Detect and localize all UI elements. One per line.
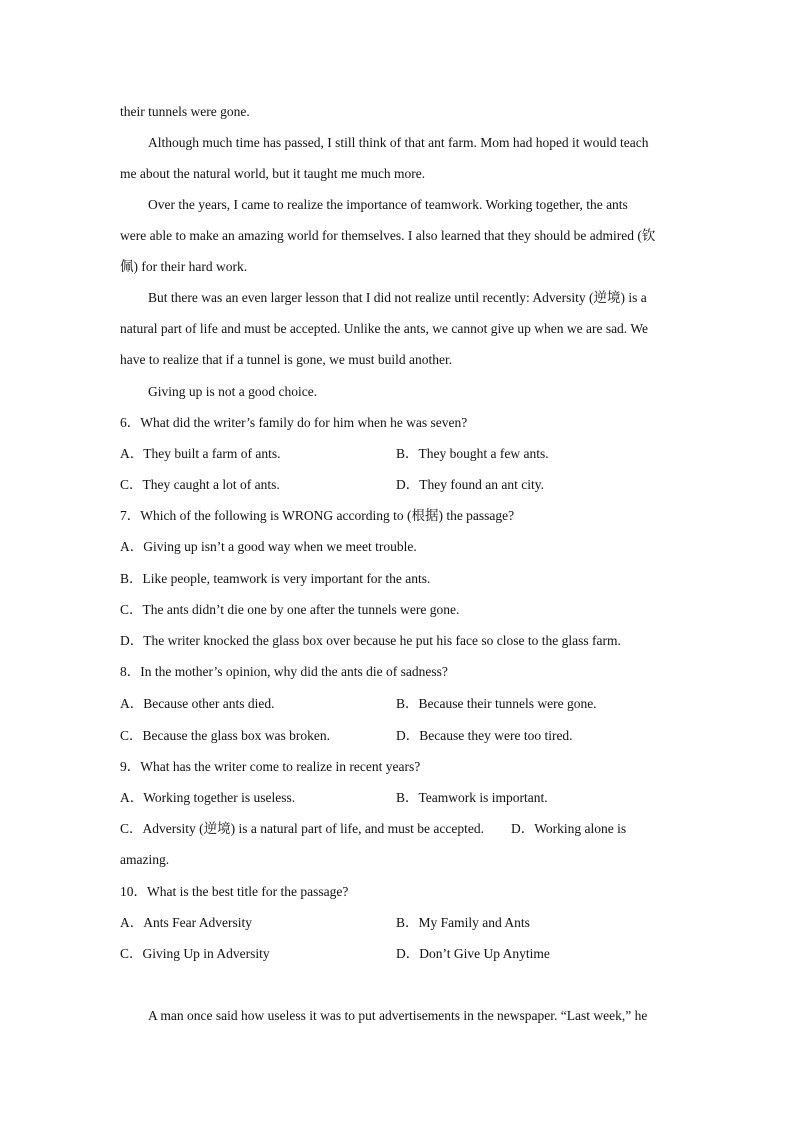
option-b: B．Like people, teamwork is very important for the ants. <box>120 571 431 586</box>
option-d: D．Don’t Give Up Anytime <box>396 946 550 961</box>
next-passage-line: A man once said how useless it was to put advertisements in the newspaper. “Last week,” he <box>148 1008 648 1023</box>
option-c: C．Giving Up in Adversity <box>120 946 270 961</box>
option-b: B．Teamwork is important. <box>396 790 548 805</box>
option-b: B．Because their tunnels were gone. <box>396 696 597 711</box>
option-a: A．Because other ants died. <box>120 696 275 711</box>
question-stem: 9．What has the writer come to realize in recent years? <box>120 759 421 774</box>
passage-line: 佩) for their hard work. <box>120 259 248 274</box>
passage-line: me about the natural world, but it taught me much more. <box>120 166 426 181</box>
passage-line: Giving up is not a good choice. <box>148 384 318 399</box>
passage-line: natural part of life and must be accepted. Unlike the ants, we cannot give up when we are sad. We <box>120 321 648 336</box>
option-d: D．The writer knocked the glass box over because he put his face so close to the glass farm. <box>120 633 621 648</box>
option-d: D．Because they were too tired. <box>396 728 573 743</box>
passage-line: But there was an even larger lesson that I did not realize until recently: Adversity (逆境) is a <box>148 290 647 305</box>
passage-line: Over the years, I came to realize the importance of teamwork. Working together, the ants <box>148 197 628 212</box>
option-c: C．The ants didn’t die one by one after the tunnels were gone. <box>120 602 460 617</box>
option-c: C．They caught a lot of ants. <box>120 477 280 492</box>
question-stem: 10．What is the best title for the passage? <box>120 884 349 899</box>
option-d: D．They found an ant city. <box>396 477 544 492</box>
passage-line: Although much time has passed, I still think of that ant farm. Mom had hoped it would teach <box>148 135 649 150</box>
option-a: A．They built a farm of ants. <box>120 446 281 461</box>
option-c: C．Adversity (逆境) is a natural part of life, and must be accepted. <box>120 821 485 836</box>
passage-line: their tunnels were gone. <box>120 104 250 119</box>
option-b: B．My Family and Ants <box>396 915 530 930</box>
option-c: C．Because the glass box was broken. <box>120 728 330 743</box>
passage-line: were able to make an amazing world for themselves. I also learned that they should be admired (钦 <box>120 228 656 243</box>
option-d-continued: amazing. <box>120 852 170 867</box>
question-stem: 7．Which of the following is WRONG according to (根据) the passage? <box>120 508 515 523</box>
option-a: A．Giving up isn’t a good way when we meet trouble. <box>120 539 417 554</box>
question-stem: 6．What did the writer’s family do for him when he was seven? <box>120 415 468 430</box>
passage-line: have to realize that if a tunnel is gone, we must build another. <box>120 352 453 367</box>
option-d: D．Working alone is <box>511 821 627 836</box>
option-b: B．They bought a few ants. <box>396 446 549 461</box>
option-a: A．Working together is useless. <box>120 790 296 805</box>
question-stem: 8．In the mother’s opinion, why did the ants die of sadness? <box>120 664 448 679</box>
option-a: A．Ants Fear Adversity <box>120 915 252 930</box>
